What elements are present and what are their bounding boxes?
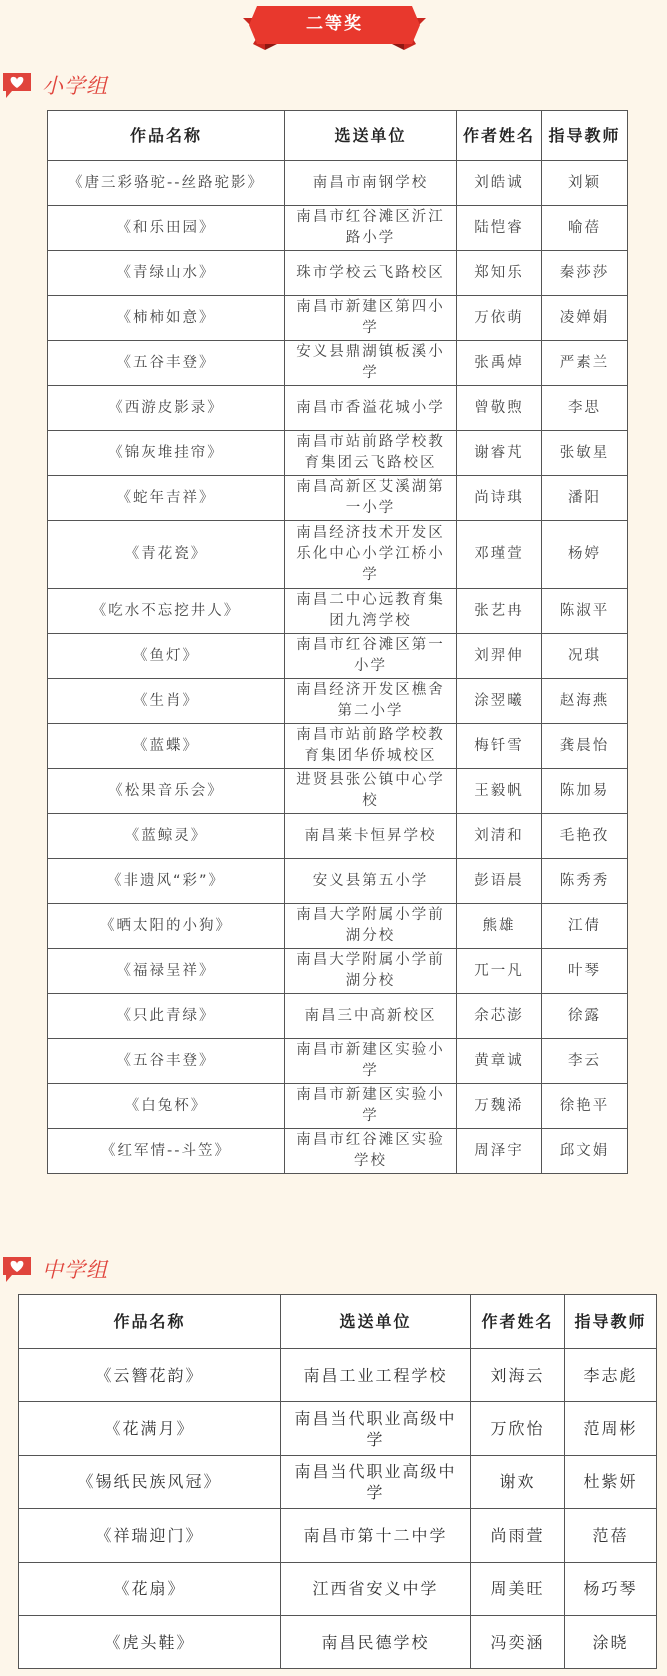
cell-unit: 南昌市新建区实验小学 [285,1084,457,1129]
cell-work-title: 《晒太阳的小狗》 [48,904,285,949]
table-row [19,1402,657,1455]
header-teacher: 指导教师 [542,111,628,161]
cell-author: 张艺冉 [457,589,542,634]
cell-work-title: 《锦灰堆挂帘》 [48,431,285,476]
cell-teacher: 涂晓 [565,1615,657,1668]
cell-work-title: 《只此青绿》 [48,994,285,1039]
cell-author: 万魏浠 [457,1084,542,1129]
cell-teacher: 毛艳孜 [542,814,628,859]
cell-work-title: 《红军情--斗笠》 [48,1129,285,1174]
table-row [19,1349,657,1402]
cell-unit: 南昌市红谷滩区第一小学 [285,634,457,679]
cell-unit: 南昌市红谷滩区实验学校 [285,1129,457,1174]
cell-author: 彭语晨 [457,859,542,904]
cell-work-title: 《祥瑞迎门》 [19,1509,281,1562]
cell-teacher: 徐艳平 [542,1084,628,1129]
cell-work-title: 《鱼灯》 [48,634,285,679]
cell-teacher: 李思 [542,386,628,431]
table-row [48,769,628,814]
cell-unit: 南昌市新建区第四小学 [285,296,457,341]
table-row [48,341,628,386]
cell-work-title: 《和乐田园》 [48,206,285,251]
cell-teacher: 陈加易 [542,769,628,814]
cell-author: 涂翌曦 [457,679,542,724]
table-header-row [19,1295,657,1349]
cell-author: 熊雄 [457,904,542,949]
cell-unit: 南昌三中高新校区 [285,994,457,1039]
cell-work-title: 《吃水不忘挖井人》 [48,589,285,634]
table-row [48,386,628,431]
header-author: 作者姓名 [471,1295,565,1349]
cell-work-title: 《花满月》 [19,1402,281,1455]
cell-unit: 安义县第五小学 [285,859,457,904]
cell-work-title: 《柿柿如意》 [48,296,285,341]
cell-author: 谢睿芃 [457,431,542,476]
cell-unit: 南昌市第十二中学 [281,1509,471,1562]
cell-work-title: 《唐三彩骆驼--丝路驼影》 [48,161,285,206]
cell-author: 兀一凡 [457,949,542,994]
cell-teacher: 龚晨怡 [542,724,628,769]
cell-teacher: 江倩 [542,904,628,949]
cell-author: 谢欢 [471,1455,565,1508]
cell-unit: 南昌工业工程学校 [281,1349,471,1402]
cell-unit: 安义县鼎湖镇板溪小学 [285,341,457,386]
table-row [19,1562,657,1615]
cell-unit: 南昌当代职业高级中学 [281,1455,471,1508]
table-row [48,949,628,994]
cell-unit: 南昌当代职业高级中学 [281,1402,471,1455]
header-author: 作者姓名 [457,111,542,161]
heart-badge-icon [0,1254,34,1284]
table-row [48,814,628,859]
section-title-primary: 小学组 [42,74,108,98]
cell-teacher: 李志彪 [565,1349,657,1402]
cell-unit: 南昌高新区艾溪湖第一小学 [285,476,457,521]
banner-title: 二等奖 [306,14,363,34]
cell-work-title: 《蓝鲸灵》 [48,814,285,859]
cell-author: 刘羿伸 [457,634,542,679]
cell-teacher: 杜紫妍 [565,1455,657,1508]
cell-unit: 南昌二中心远教育集团九湾学校 [285,589,457,634]
table-row [48,431,628,476]
table-row [19,1615,657,1668]
cell-work-title: 《松果音乐会》 [48,769,285,814]
cell-unit: 南昌市站前路学校教育集团华侨城校区 [285,724,457,769]
table-row [48,589,628,634]
cell-author: 冯奕涵 [471,1615,565,1668]
cell-author: 刘海云 [471,1349,565,1402]
section-header-middle [0,1252,108,1286]
cell-author: 刘清和 [457,814,542,859]
header-work-title: 作品名称 [48,111,285,161]
table-row [48,1039,628,1084]
table-header-row [48,111,628,161]
cell-unit: 南昌民德学校 [281,1615,471,1668]
table-row [48,296,628,341]
table-row [48,1129,628,1174]
cell-author: 万欣怡 [471,1402,565,1455]
table-row [48,206,628,251]
cell-teacher: 陈秀秀 [542,859,628,904]
cell-work-title: 《五谷丰登》 [48,341,285,386]
table-row [19,1509,657,1562]
cell-work-title: 《非遗风“彩”》 [48,859,285,904]
cell-teacher: 李云 [542,1039,628,1084]
cell-author: 王毅帆 [457,769,542,814]
cell-unit: 江西省安义中学 [281,1562,471,1615]
cell-work-title: 《花扇》 [19,1562,281,1615]
cell-unit: 南昌经济开发区樵舍第二小学 [285,679,457,724]
cell-work-title: 《青绿山水》 [48,251,285,296]
cell-work-title: 《白兔杯》 [48,1084,285,1129]
cell-teacher: 刘颖 [542,161,628,206]
cell-teacher: 杨婷 [542,521,628,589]
cell-unit: 南昌市南钢学校 [285,161,457,206]
header-work-title: 作品名称 [19,1295,281,1349]
cell-author: 张禹焯 [457,341,542,386]
cell-unit: 南昌市红谷滩区沂江路小学 [285,206,457,251]
cell-author: 邓瑾萱 [457,521,542,589]
cell-author: 陆恺睿 [457,206,542,251]
cell-author: 周美旺 [471,1562,565,1615]
cell-author: 梅钎雪 [457,724,542,769]
cell-work-title: 《西游皮影录》 [48,386,285,431]
cell-unit: 南昌经济技术开发区乐化中心小学江桥小学 [285,521,457,589]
cell-author: 万依萌 [457,296,542,341]
cell-teacher: 潘阳 [542,476,628,521]
cell-work-title: 《青花瓷》 [48,521,285,589]
cell-teacher: 陈淑平 [542,589,628,634]
cell-teacher: 范周彬 [565,1402,657,1455]
cell-teacher: 张敏星 [542,431,628,476]
header-unit: 选送单位 [281,1295,471,1349]
cell-teacher: 杨巧琴 [565,1562,657,1615]
cell-teacher: 叶琴 [542,949,628,994]
heart-badge-icon [0,70,34,100]
cell-work-title: 《蓝蝶》 [48,724,285,769]
header-teacher: 指导教师 [565,1295,657,1349]
cell-work-title: 《生肖》 [48,679,285,724]
cell-author: 周泽宇 [457,1129,542,1174]
section-header-primary [0,68,108,102]
cell-unit: 南昌市新建区实验小学 [285,1039,457,1084]
header-unit: 选送单位 [285,111,457,161]
award-level-banner [243,4,426,56]
table-row [48,521,628,589]
cell-work-title: 《锡纸民族风冠》 [19,1455,281,1508]
cell-unit: 南昌大学附属小学前湖分校 [285,949,457,994]
table-row [48,994,628,1039]
cell-teacher: 范蓓 [565,1509,657,1562]
cell-work-title: 《蛇年吉祥》 [48,476,285,521]
table-row [48,161,628,206]
cell-author: 郑知乐 [457,251,542,296]
cell-teacher: 凌婵娟 [542,296,628,341]
table-row [48,904,628,949]
cell-teacher: 况琪 [542,634,628,679]
cell-work-title: 《云簪花韵》 [19,1349,281,1402]
cell-author: 余芯澎 [457,994,542,1039]
cell-unit: 南昌莱卡恒昇学校 [285,814,457,859]
cell-author: 刘皓诚 [457,161,542,206]
section-title-middle: 中学组 [42,1258,108,1282]
cell-unit: 进贤县张公镇中心学校 [285,769,457,814]
table-row [48,859,628,904]
cell-work-title: 《福禄呈祥》 [48,949,285,994]
table-row [19,1455,657,1508]
table-row [48,634,628,679]
cell-unit: 南昌市香溢花城小学 [285,386,457,431]
cell-author: 尚诗琪 [457,476,542,521]
middle-award-table [18,1294,657,1669]
cell-author: 曾敬煦 [457,386,542,431]
cell-teacher: 徐露 [542,994,628,1039]
table-row [48,251,628,296]
cell-author: 尚雨萱 [471,1509,565,1562]
cell-work-title: 《五谷丰登》 [48,1039,285,1084]
table-row [48,679,628,724]
cell-teacher: 秦莎莎 [542,251,628,296]
cell-unit: 南昌市站前路学校教育集团云飞路校区 [285,431,457,476]
cell-author: 黄章诚 [457,1039,542,1084]
cell-unit: 珠市学校云飞路校区 [285,251,457,296]
primary-award-table [47,110,628,1174]
cell-unit: 南昌大学附属小学前湖分校 [285,904,457,949]
cell-work-title: 《虎头鞋》 [19,1615,281,1668]
table-row [48,724,628,769]
table-row [48,476,628,521]
cell-teacher: 邱文娟 [542,1129,628,1174]
cell-teacher: 严素兰 [542,341,628,386]
cell-teacher: 赵海燕 [542,679,628,724]
cell-teacher: 喻蓓 [542,206,628,251]
table-row [48,1084,628,1129]
